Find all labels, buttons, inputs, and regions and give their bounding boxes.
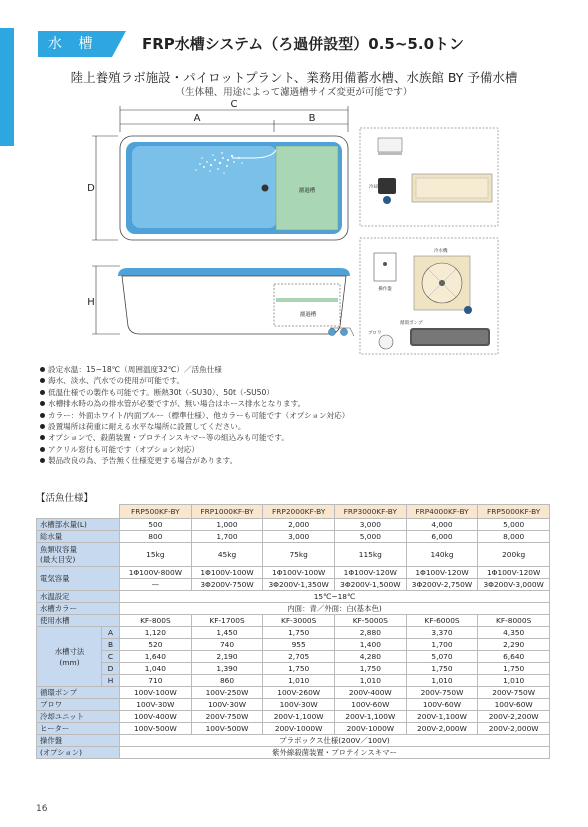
row-label: 総水量 — [37, 531, 120, 543]
note-item: 低温仕様での製作も可能です。断熱30t（-SU30）、50t（-SU50） — [40, 387, 560, 398]
note-item: 海水、淡水、汽水での使用が可能です。 — [40, 375, 560, 386]
bullet-icon — [40, 435, 45, 440]
filter-label-side: 濾過槽 — [299, 312, 317, 318]
model-header: FRP5000KF-BY — [478, 505, 550, 519]
bullet-icon — [40, 401, 45, 406]
row-label: 水温設定 — [37, 591, 120, 603]
table-row: 総水量 800 1,700 3,000 5,000 6,000 8,000 — [37, 531, 550, 543]
pump-label: 循環ポンプ — [400, 321, 423, 326]
dim-key: A — [102, 627, 120, 639]
bullet-icon — [40, 367, 45, 372]
bullet-icon — [40, 390, 45, 395]
note-item: 水槽排水時の為の排水管が必要ですが、無い場合はホース排水となります。 — [40, 398, 560, 409]
dim-key: C — [102, 651, 120, 663]
filter-label-top: 濾過槽 — [298, 188, 316, 194]
model-header: FRP3000KF-BY — [335, 505, 407, 519]
row-label: 水槽カラー — [37, 603, 120, 615]
page-number: 16 — [36, 804, 48, 814]
model-header: FRP2000KF-BY — [263, 505, 335, 519]
operation-panel-label: 操作盤 — [378, 287, 392, 292]
filter-tank-side — [274, 284, 340, 326]
table-row: ブロワ 100V-30W 100V-30W 100V-30W 100V-60W 100V-60W 100V-60W — [37, 699, 550, 711]
table-row: 循環ポンプ 100V-100W 100V-250W 100V-260W 200V-400W 200V-750W 200V-750W — [37, 687, 550, 699]
operation-panel — [374, 253, 396, 281]
tank-side-rim — [118, 268, 350, 276]
row-label: 魚類収容量 (最大目安) — [37, 543, 120, 567]
bullet-icon — [40, 378, 45, 383]
dim-h-label: H — [87, 297, 95, 308]
page-subtitle: 陸上養殖ラボ施設・パイロットプラント、業務用備蓄水槽、水族館 BY 予備水槽 — [70, 70, 518, 85]
product-diagram — [82, 98, 502, 360]
blower — [379, 335, 393, 349]
table-row: — 3Φ200V-750W 3Φ200V-1,350W 3Φ200V-1,500W 3Φ200V-2,750W 3Φ200V-3,000W — [37, 579, 550, 591]
note-item: オプションで、殺菌装置・プロテインスキマー等の組込みも可能です。 — [40, 432, 560, 443]
row-label: 循環ポンプ — [37, 687, 120, 699]
page-header — [38, 31, 548, 57]
table-row: 操作盤 プラボックス仕様(200V／100V) — [37, 735, 550, 747]
bullet-icon — [40, 424, 45, 429]
model-header: FRP500KF-BY — [120, 505, 192, 519]
cooler-panel-label: 冷却器 — [369, 185, 383, 190]
table-row: B 520 740 955 1,400 1,700 2,290 — [37, 639, 550, 651]
table-row: H 710 860 1,010 1,010 1,010 1,010 — [37, 675, 550, 687]
row-label: 電気容量 — [37, 567, 120, 591]
table-row: 水槽部水量(L) 500 1,000 2,000 3,000 4,000 5,000 — [37, 519, 550, 531]
dim-key: H — [102, 675, 120, 687]
table-row: 電気容量 1Φ100V-800W 1Φ100V-100W 1Φ100V-100W 1Φ100V-120W 1Φ100V-120W 1Φ100V-120W — [37, 567, 550, 579]
table-row: D 1,040 1,390 1,750 1,750 1,750 1,750 — [37, 663, 550, 675]
category-tag: 水 槽 — [38, 31, 112, 57]
page-subnote: （生体種、用途によって濾過槽サイズ変更が可能です） — [175, 87, 413, 98]
model-header: FRP1000KF-BY — [191, 505, 263, 519]
table-row: ヒーター 100V-500W 100V-500W 200V-1000W 200V-1000W 200V-2,000W 200V-2,000W — [37, 723, 550, 735]
table-header-row — [37, 505, 550, 519]
note-item: カラー：外面ホワイト/内面ブルー（標準仕様）、他カラーも可能です（オプション対応） — [40, 410, 560, 421]
table-row: 水温設定 15℃~18℃ — [37, 591, 550, 603]
table-row: 冷却ユニット 100V-400W 200V-750W 200V-1,100W 200V-1,100W 200V-1,100W 200V-2,200W — [37, 711, 550, 723]
dim-key: B — [102, 639, 120, 651]
page-title: FRP水槽システム（ろ過併設型）0.5~5.0トン — [142, 35, 465, 53]
row-label: ブロワ — [37, 699, 120, 711]
note-item: 製品改良の為、予告無く仕様変更する場合があります。 — [40, 455, 560, 466]
table-row: 使用水槽 KF-800S KF-1700S KF-3000S KF-5000S KF-6000S KF-8000S — [37, 615, 550, 627]
row-label: 操作盤 — [37, 735, 120, 747]
blower-label: ブロワ — [368, 331, 382, 336]
dim-a-label: A — [193, 113, 201, 124]
note-item: 設置場所は荷重に耐える水平な場所に設置してください。 — [40, 421, 560, 432]
table-row: C 1,640 2,190 2,705 4,280 5,070 6,640 — [37, 651, 550, 663]
dim-d-label: D — [87, 183, 95, 194]
dim-b-label: B — [308, 113, 316, 124]
row-label: 冷却ユニット — [37, 711, 120, 723]
note-item: アクリル窓付も可能です（オプション対応） — [40, 444, 560, 455]
note-item: 設定水温：15~18℃（周囲温度32℃）／活魚仕様 — [40, 364, 560, 375]
model-header: FRP4000KF-BY — [406, 505, 478, 519]
table-row: 水槽カラー 内面：青／外面：白(基本色) — [37, 603, 550, 615]
bullet-icon — [40, 458, 45, 463]
dim-key: D — [102, 663, 120, 675]
row-label: ヒーター — [37, 723, 120, 735]
table-row: 水槽寸法 (mm) A 1,120 1,450 1,750 2,880 3,370 4,350 — [37, 627, 550, 639]
feature-notes — [40, 364, 560, 467]
row-label: (オプション) — [37, 747, 120, 759]
drain-outlet — [262, 185, 269, 192]
row-label: 水槽寸法 (mm) — [37, 627, 102, 687]
bullet-icon — [40, 413, 45, 418]
spec-table — [36, 504, 550, 759]
row-label: 水槽部水量(L) — [37, 519, 120, 531]
tag-slant — [112, 31, 126, 57]
cooler-label: 冷水機 — [434, 249, 448, 254]
table-row: (オプション) 紫外線殺菌装置・プロテインスキマー — [37, 747, 550, 759]
dim-c-label: C — [230, 99, 238, 110]
table-row: 魚類収容量 (最大目安) 15kg 45kg 75kg 115kg 140kg 200kg — [37, 543, 550, 567]
row-label: 使用水槽 — [37, 615, 120, 627]
bullet-icon — [40, 447, 45, 452]
spec-section-title: 【活魚仕様】 — [36, 493, 94, 504]
